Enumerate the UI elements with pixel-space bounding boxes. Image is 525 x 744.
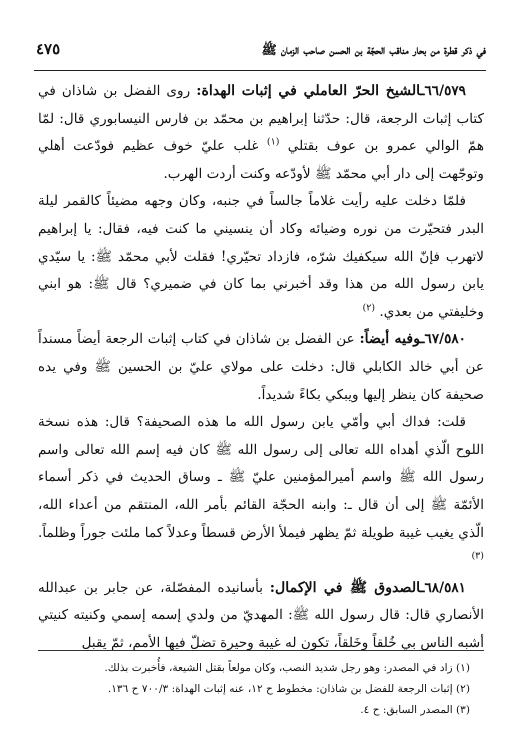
hadith-number: ٦٨/٥٨١ـ [420,579,466,596]
running-title: في ذكر قطرة من بحار مناقب الحجّة بن الحسن صاحب الزمان ﷺ [261,42,486,57]
hadith-paragraph-579 [38,78,484,188]
footnote-1: (١) زاد في المصدر: وهو رجل شديد النصب، وكان مولعاً بقتل الشيعة، فأُخبرت بذلك. [104,662,470,674]
paragraph-text: بأسانيده المفصّلة، عن جابر بن عبدالله الأنصاري قال: قال رسول الله ﷺ: المهديّ من ولدي إسمه إسمي وكنيته كنيتي أشبه الناس بي خُلقاً وخَلقاً، تكون له غيبة وحيرة تضلّ فيها الأمم، ثمّ يقبل [38,579,484,651]
hadith-number: ٦٦/٥٧٩ـ [420,83,466,99]
paragraph-text: قلت: فداك أبي وأمّي يابن رسول الله ما هذه الصحيفة؟ قال: هذه نسخة اللوح الّذي أهداه الله تعالى إلى رسول الله ﷺ كان فيه إسم الله تعالى واسم رسول الله ﷺ واسم أميرالمؤمنين عليّ ﷺ ـ وساق الحديث في ذكر أسماء الأئمّة ﷺ إلى أن قال ـ: وابنه الحجّة القائم بأمر الله، المنتقم من أعداء الله، الّذي يغيب غيبة طويلة ثمّ يظهر فيملأ الأرض قسطاً وعدلاً كما ملئت جوراً وظلماً. [38,414,484,541]
footnote-ref[interactable]: (٣) [471,550,484,562]
paragraph-text: روى الفضل بن شاذان في كتاب إثبات الرجعة، قال: حدّثنا إبراهيم بن محمّد بن فارس النيسابوري قال: لمّا همّ الوالي عمرو بن عوف بقتلي [38,83,485,155]
page-number: ٤٧٥ [36,40,61,58]
footnote-rule [38,650,484,651]
footnote-2: (٢) إثبات الرجعة للفضل بن شاذان: مخطوط ح ١٢، عنه إثبات الهداة: ٧٠٠/٣ ح ١٣٦. [107,683,470,695]
paragraph-text-cont: غلب عليّ خوف عظيم فودّعت أهلي وتوجّهت إلى دار أبي محمّد ﷺ لأودّعه وكنت أردت الهرب. [38,138,484,182]
source-heading: وفيه أيضاً: [359,331,421,348]
source-heading: الشيخ الحرّ العاملي في إثبات الهداة: [196,83,421,99]
footnote-ref[interactable]: (٢) [362,302,376,314]
header-rule [34,70,486,71]
paragraph-continuation [38,188,484,326]
page-header [34,36,486,66]
source-heading: الصدوق ﷺ في الإكمال: [269,579,421,596]
footnote-3: (٣) المصدر السابق: ح ٤. [360,704,470,716]
paragraph-text: فلمّا دخلت عليه رأيت غلاماً جالساً في جنبه، وكان وجهه مضيئاً كالقمر ليلة البدر فتحيّرت من نوره وضيائه وكاد أن ينسيني ما كنت فيه، فقال: يا إبراهيم لاتهرب فإنّ الله سيكفيك شرّه، فازداد تحيّري! فقلت لأبي محمّد ﷺ: يا سيّدي يابن رسول الله من هذا وقد أخبرني بما كان في ضميري؟ قال ﷺ: هو ابني وخليفتي من بعدي. [38,193,484,320]
body-text [38,78,484,657]
footnote-ref[interactable]: (١) [266,136,280,148]
footnotes [38,658,484,721]
hadith-paragraph-580 [38,326,484,409]
hadith-number: ٦٧/٥٨٠ـ [420,331,466,348]
paragraph-text: عن الفضل بن شاذان في كتاب إثبات الرجعة أيضاً مسنداً عن أبي خالد الكابلي قال: دخلت على مولاي عليّ بن الحسين ﷺ وفي يده صحيفة كان ينظر إليها ويبكي بكاءً شديداً. [38,331,484,403]
paragraph-continuation [38,409,484,575]
hadith-paragraph-581 [38,575,484,658]
